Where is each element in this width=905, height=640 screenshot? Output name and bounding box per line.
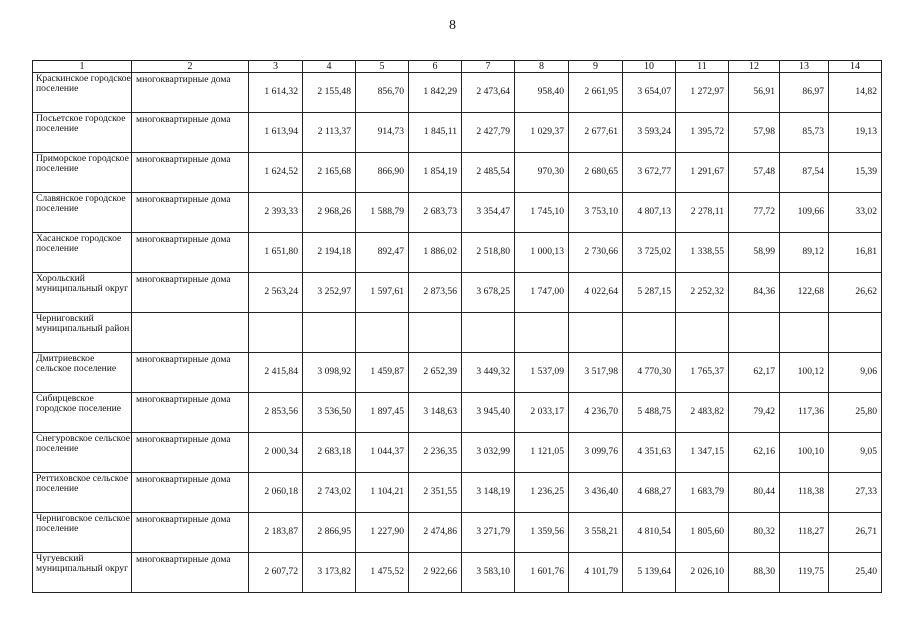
municipality-name: Черниговский муниципальный район — [33, 313, 132, 353]
value-cell: 2 415,84 — [249, 353, 303, 393]
column-number-row — [33, 61, 882, 73]
value-cell: 1 886,02 — [409, 233, 462, 273]
value-cell: 80,44 — [729, 473, 780, 513]
value-cell: 2 518,80 — [462, 233, 515, 273]
value-cell: 2 607,72 — [249, 553, 303, 593]
value-cell: 1 395,72 — [676, 113, 729, 153]
value-cell: 100,12 — [780, 353, 829, 393]
value-cell: 1 029,37 — [515, 113, 569, 153]
value-cell: 58,99 — [729, 233, 780, 273]
value-cell — [729, 313, 780, 353]
value-cell: 2 730,66 — [569, 233, 623, 273]
table-row — [33, 113, 882, 153]
value-cell — [780, 313, 829, 353]
housing-type: многоквартирные дома — [132, 113, 249, 153]
value-cell: 27,33 — [829, 473, 882, 513]
value-cell: 1 597,61 — [356, 273, 409, 313]
value-cell: 117,36 — [780, 393, 829, 433]
value-cell: 2 652,39 — [409, 353, 462, 393]
column-number: 13 — [780, 61, 829, 73]
housing-type: многоквартирные дома — [132, 273, 249, 313]
value-cell: 2 677,61 — [569, 113, 623, 153]
value-cell: 3 945,40 — [462, 393, 515, 433]
value-cell: 2 474,86 — [409, 513, 462, 553]
value-cell: 2 683,73 — [409, 193, 462, 233]
value-cell: 80,32 — [729, 513, 780, 553]
value-cell: 2 922,66 — [409, 553, 462, 593]
value-cell: 3 583,10 — [462, 553, 515, 593]
value-cell: 1 842,29 — [409, 73, 462, 113]
value-cell — [569, 313, 623, 353]
table-row — [33, 553, 882, 593]
value-cell: 4 101,79 — [569, 553, 623, 593]
table-row — [33, 353, 882, 393]
value-cell: 3 098,92 — [303, 353, 356, 393]
value-cell: 2 033,17 — [515, 393, 569, 433]
municipality-name: Славянское городское поселение — [33, 193, 132, 233]
column-number: 1 — [33, 61, 132, 73]
value-cell: 85,73 — [780, 113, 829, 153]
value-cell: 958,40 — [515, 73, 569, 113]
value-cell: 56,91 — [729, 73, 780, 113]
housing-type: многоквартирные дома — [132, 233, 249, 273]
value-cell — [829, 313, 882, 353]
value-cell: 914,73 — [356, 113, 409, 153]
value-cell: 1 475,52 — [356, 553, 409, 593]
municipality-name: Краскинское городское поселение — [33, 73, 132, 113]
value-cell: 1 537,09 — [515, 353, 569, 393]
value-cell: 1 614,32 — [249, 73, 303, 113]
value-cell: 9,05 — [829, 433, 882, 473]
value-cell: 3 271,79 — [462, 513, 515, 553]
value-cell: 26,62 — [829, 273, 882, 313]
value-cell: 1 745,10 — [515, 193, 569, 233]
municipality-name: Посьетское городское поселение — [33, 113, 132, 153]
value-cell: 3 558,21 — [569, 513, 623, 553]
table-row — [33, 193, 882, 233]
value-cell: 3 148,19 — [462, 473, 515, 513]
table-body — [33, 61, 882, 593]
value-cell: 1 588,79 — [356, 193, 409, 233]
value-cell: 119,75 — [780, 553, 829, 593]
value-cell: 5 139,64 — [623, 553, 676, 593]
value-cell: 3 517,98 — [569, 353, 623, 393]
column-number: 4 — [303, 61, 356, 73]
column-number: 14 — [829, 61, 882, 73]
value-cell: 2 563,24 — [249, 273, 303, 313]
column-number: 11 — [676, 61, 729, 73]
value-cell: 1 236,25 — [515, 473, 569, 513]
value-cell: 1 359,56 — [515, 513, 569, 553]
value-cell: 87,54 — [780, 153, 829, 193]
value-cell: 2 873,56 — [409, 273, 462, 313]
table-row — [33, 313, 882, 353]
value-cell: 2 427,79 — [462, 113, 515, 153]
value-cell: 1 272,97 — [676, 73, 729, 113]
value-cell: 3 725,02 — [623, 233, 676, 273]
value-cell: 4 810,54 — [623, 513, 676, 553]
value-cell: 3 032,99 — [462, 433, 515, 473]
value-cell: 1 683,79 — [676, 473, 729, 513]
column-number: 8 — [515, 61, 569, 73]
value-cell: 2 165,68 — [303, 153, 356, 193]
value-cell: 25,80 — [829, 393, 882, 433]
value-cell: 2 968,26 — [303, 193, 356, 233]
municipality-name: Дмитриевское сельское поселение — [33, 353, 132, 393]
value-cell: 866,90 — [356, 153, 409, 193]
value-cell: 1 624,52 — [249, 153, 303, 193]
value-cell: 33,02 — [829, 193, 882, 233]
value-cell: 1 765,37 — [676, 353, 729, 393]
value-cell: 3 252,97 — [303, 273, 356, 313]
municipality-name: Приморское городское поселение — [33, 153, 132, 193]
table-row — [33, 153, 882, 193]
value-cell: 100,10 — [780, 433, 829, 473]
value-cell: 1 805,60 — [676, 513, 729, 553]
value-cell: 62,17 — [729, 353, 780, 393]
housing-type — [132, 313, 249, 353]
value-cell: 2 683,18 — [303, 433, 356, 473]
value-cell: 15,39 — [829, 153, 882, 193]
value-cell: 1 897,45 — [356, 393, 409, 433]
value-cell: 2 680,65 — [569, 153, 623, 193]
value-cell: 2 743,02 — [303, 473, 356, 513]
value-cell: 9,06 — [829, 353, 882, 393]
value-cell: 62,16 — [729, 433, 780, 473]
housing-type: многоквартирные дома — [132, 73, 249, 113]
value-cell — [623, 313, 676, 353]
housing-type: многоквартирные дома — [132, 553, 249, 593]
municipality-name: Чугуевский муниципальный округ — [33, 553, 132, 593]
value-cell: 84,36 — [729, 273, 780, 313]
value-cell: 109,66 — [780, 193, 829, 233]
value-cell: 2 236,35 — [409, 433, 462, 473]
value-cell: 892,47 — [356, 233, 409, 273]
value-cell: 19,13 — [829, 113, 882, 153]
value-cell: 970,30 — [515, 153, 569, 193]
value-cell — [462, 313, 515, 353]
value-cell: 1 338,55 — [676, 233, 729, 273]
value-cell: 1 845,11 — [409, 113, 462, 153]
page-number: 8 — [449, 18, 456, 33]
table-row — [33, 273, 882, 313]
value-cell: 118,38 — [780, 473, 829, 513]
value-cell: 3 672,77 — [623, 153, 676, 193]
value-cell: 1 121,05 — [515, 433, 569, 473]
column-number: 12 — [729, 61, 780, 73]
value-cell: 2 252,32 — [676, 273, 729, 313]
municipality-name: Хорольский муниципальный округ — [33, 273, 132, 313]
value-cell: 3 449,32 — [462, 353, 515, 393]
value-cell: 1 104,21 — [356, 473, 409, 513]
value-cell: 25,40 — [829, 553, 882, 593]
value-cell: 3 654,07 — [623, 73, 676, 113]
value-cell: 89,12 — [780, 233, 829, 273]
value-cell — [515, 313, 569, 353]
value-cell: 77,72 — [729, 193, 780, 233]
value-cell: 88,30 — [729, 553, 780, 593]
value-cell: 2 351,55 — [409, 473, 462, 513]
value-cell: 3 354,47 — [462, 193, 515, 233]
value-cell: 3 753,10 — [569, 193, 623, 233]
table-row — [33, 393, 882, 433]
value-cell: 57,98 — [729, 113, 780, 153]
value-cell: 86,97 — [780, 73, 829, 113]
value-cell: 2 060,18 — [249, 473, 303, 513]
value-cell: 2 278,11 — [676, 193, 729, 233]
value-cell: 4 022,64 — [569, 273, 623, 313]
column-number: 3 — [249, 61, 303, 73]
municipality-name: Реттиховское сельское поселение — [33, 473, 132, 513]
value-cell: 1 000,13 — [515, 233, 569, 273]
value-cell: 26,71 — [829, 513, 882, 553]
municipality-name: Хасанское городское поселение — [33, 233, 132, 273]
value-cell: 1 613,94 — [249, 113, 303, 153]
value-cell: 1 747,00 — [515, 273, 569, 313]
value-cell: 3 148,63 — [409, 393, 462, 433]
value-cell: 2 155,48 — [303, 73, 356, 113]
value-cell: 2 661,95 — [569, 73, 623, 113]
value-cell: 4 236,70 — [569, 393, 623, 433]
value-cell — [409, 313, 462, 353]
value-cell: 1 459,87 — [356, 353, 409, 393]
value-cell: 4 807,13 — [623, 193, 676, 233]
value-cell: 1 291,67 — [676, 153, 729, 193]
value-cell: 1 601,76 — [515, 553, 569, 593]
value-cell: 1 227,90 — [356, 513, 409, 553]
value-cell: 2 866,95 — [303, 513, 356, 553]
value-cell: 118,27 — [780, 513, 829, 553]
value-cell: 1 651,80 — [249, 233, 303, 273]
value-cell — [303, 313, 356, 353]
housing-type: многоквартирные дома — [132, 433, 249, 473]
value-cell: 122,68 — [780, 273, 829, 313]
table-row — [33, 513, 882, 553]
value-cell: 5 488,75 — [623, 393, 676, 433]
table-row — [33, 73, 882, 113]
column-number: 10 — [623, 61, 676, 73]
housing-type: многоквартирные дома — [132, 473, 249, 513]
value-cell: 2 483,82 — [676, 393, 729, 433]
value-cell: 79,42 — [729, 393, 780, 433]
housing-type: многоквартирные дома — [132, 393, 249, 433]
column-number: 9 — [569, 61, 623, 73]
value-cell: 5 287,15 — [623, 273, 676, 313]
value-cell: 3 536,50 — [303, 393, 356, 433]
value-cell: 1 347,15 — [676, 433, 729, 473]
value-cell: 3 436,40 — [569, 473, 623, 513]
value-cell: 2 026,10 — [676, 553, 729, 593]
value-cell: 14,82 — [829, 73, 882, 113]
column-number: 2 — [132, 61, 249, 73]
column-number: 6 — [409, 61, 462, 73]
municipality-name: Черниговское сельское поселение — [33, 513, 132, 553]
housing-type: многоквартирные дома — [132, 353, 249, 393]
value-cell: 4 688,27 — [623, 473, 676, 513]
value-cell — [676, 313, 729, 353]
value-cell: 2 853,56 — [249, 393, 303, 433]
table-row — [33, 433, 882, 473]
value-cell — [249, 313, 303, 353]
value-cell: 2 183,87 — [249, 513, 303, 553]
value-cell: 2 393,33 — [249, 193, 303, 233]
housing-type: многоквартирные дома — [132, 153, 249, 193]
value-cell: 2 000,34 — [249, 433, 303, 473]
value-cell: 3 593,24 — [623, 113, 676, 153]
value-cell: 3 173,82 — [303, 553, 356, 593]
value-cell: 1 854,19 — [409, 153, 462, 193]
value-cell: 2 473,64 — [462, 73, 515, 113]
value-cell: 2 485,54 — [462, 153, 515, 193]
municipality-name: Снегуровское сельское поселение — [33, 433, 132, 473]
municipality-name: Сибирцевское городское поселение — [33, 393, 132, 433]
table-row — [33, 473, 882, 513]
value-cell: 16,81 — [829, 233, 882, 273]
value-cell: 3 099,76 — [569, 433, 623, 473]
value-cell: 4 351,63 — [623, 433, 676, 473]
value-cell: 856,70 — [356, 73, 409, 113]
value-cell: 2 194,18 — [303, 233, 356, 273]
housing-type: многоквартирные дома — [132, 193, 249, 233]
column-number: 7 — [462, 61, 515, 73]
table-row — [33, 233, 882, 273]
value-cell: 4 770,30 — [623, 353, 676, 393]
tariff-table — [32, 60, 882, 593]
column-number: 5 — [356, 61, 409, 73]
value-cell — [356, 313, 409, 353]
value-cell: 2 113,37 — [303, 113, 356, 153]
value-cell: 1 044,37 — [356, 433, 409, 473]
value-cell: 3 678,25 — [462, 273, 515, 313]
housing-type: многоквартирные дома — [132, 513, 249, 553]
value-cell: 57,48 — [729, 153, 780, 193]
